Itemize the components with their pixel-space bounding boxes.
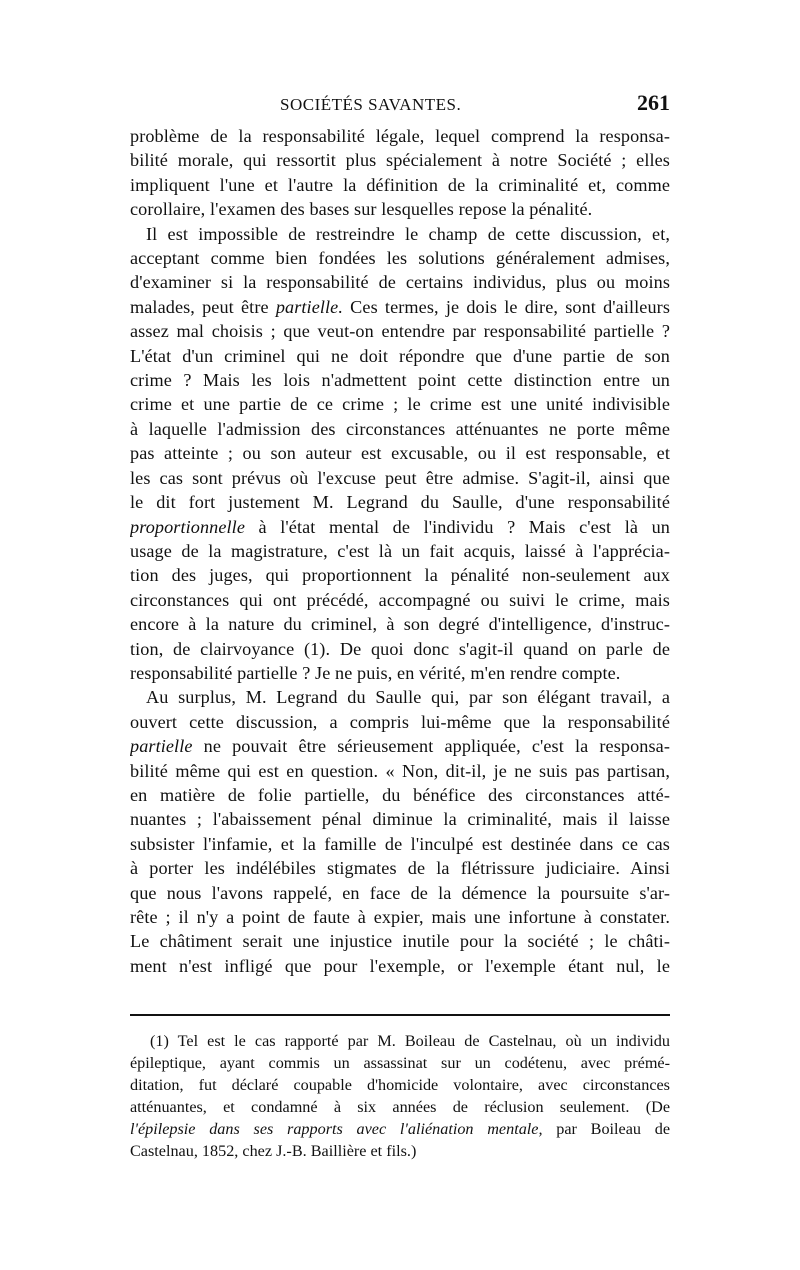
text-line: que nous l'avons rappelé, en face de la démence la poursuite s'ar-	[130, 882, 670, 903]
text-line: usage de la magistrature, c'est là un fait acquis, laissé à l'apprécia-	[130, 540, 670, 561]
text-line: à laquelle l'admission des circonstances atténuantes ne porte même	[130, 418, 670, 439]
text-line: Au surplus, M. Legrand du Saulle qui, par son élégant travail, a	[146, 687, 670, 708]
text-line: bilité même qui est en question. « Non, dit-il, je ne suis pas partisan,	[130, 760, 670, 781]
italic-term: partielle	[130, 736, 193, 757]
text-line: corollaire, l'examen des bases sur lesquelles repose la pénalité.	[130, 199, 593, 220]
footnote-line: (1) Tel est le cas rapporté par M. Boileau de Castelnau, où un individu	[150, 1032, 670, 1051]
footnote-line: atténuantes, et condamné à six années de réclusion seulement. (De	[130, 1098, 670, 1117]
text-run: à l'état mental de l'individu ? Mais c'est là un	[245, 516, 670, 537]
text-run: ne pouvait être sérieusement appliquée, c'est la responsa-	[192, 736, 670, 757]
text-line: d'examiner si la responsabilité de certains individus, plus ou moins	[130, 272, 670, 293]
footnote-line: épileptique, ayant commis un assassinat sur un codétenu, avec prémé-	[130, 1054, 670, 1073]
text-line: responsabilité partielle ? Je ne puis, en vérité, m'en rendre compte.	[130, 662, 621, 683]
text-line: ment n'est infligé que pour l'exemple, or l'exemple étant nul, le	[130, 955, 670, 976]
italic-term: proportionnelle	[130, 516, 245, 537]
text-run: par Boileau de	[542, 1120, 670, 1139]
text-line: crime et une partie de ce crime ; le crime est une unité indivisible	[130, 394, 670, 415]
text-line: bilité morale, qui ressortit plus spécialement à notre Société ; elles	[130, 150, 670, 171]
book-page	[130, 90, 670, 1190]
page-number: 261	[637, 90, 670, 115]
text-line: impliquent l'une et l'autre la définition de la criminalité et, comme	[130, 174, 670, 195]
italic-citation: l'épilepsie dans ses rapports avec l'aliénation mentale,	[130, 1120, 543, 1139]
text-line: L'état d'un criminel qui ne doit répondre que d'une partie de son	[130, 345, 670, 366]
footnote-line	[130, 1118, 670, 1140]
text-line	[130, 515, 670, 539]
text-line: acceptant comme bien fondées les solutions généralement admises,	[130, 248, 670, 269]
text-run: malades, peut être	[130, 296, 276, 317]
text-line: tion, de clairvoyance (1). De quoi donc s'agit-il quand on parle de	[130, 638, 670, 659]
main-text	[130, 124, 670, 978]
running-title: SOCIÉTÉS SAVANTES.	[280, 95, 462, 114]
text-line	[130, 295, 670, 319]
text-line: subsister l'infamie, et la famille de l'inculpé est destinée dans ce cas	[130, 833, 670, 854]
text-line: Il est impossible de restreindre le champ de cette discussion, et,	[146, 223, 670, 244]
text-line	[130, 734, 670, 758]
text-line: les cas sont prévus où l'excuse peut être admise. S'agit-il, ainsi que	[130, 467, 670, 488]
text-line: pas atteinte ; ou son auteur est excusable, ou il est responsable, et	[130, 443, 670, 464]
italic-term: partielle.	[275, 296, 343, 317]
text-line: le dit fort justement M. Legrand du Saulle, d'une responsabilité	[130, 492, 670, 513]
text-line: ouvert cette discussion, a compris lui-même que la responsabilité	[130, 711, 670, 732]
text-line: encore à la nature du criminel, à son degré d'intelligence, d'instruc-	[130, 614, 670, 635]
text-line: à porter les indélébiles stigmates de la flétrissure judiciaire. Ainsi	[130, 858, 670, 879]
footnote	[130, 1030, 670, 1162]
running-head	[130, 90, 670, 116]
text-line: circonstances qui ont précédé, accompagné ou suivi le crime, mais	[130, 589, 670, 610]
text-line: tion des juges, qui proportionnent la pénalité non-seulement aux	[130, 565, 670, 586]
text-line: Le châtiment serait une injustice inutile pour la société ; le châti-	[130, 931, 670, 952]
text-line: crime ? Mais les lois n'admettent point cette distinction entre un	[130, 370, 670, 391]
footnote-line: Castelnau, 1852, chez J.-B. Baillière et fils.)	[130, 1142, 417, 1161]
footnote-line: ditation, fut déclaré coupable d'homicide volontaire, avec circonstances	[130, 1076, 670, 1095]
text-run: Ces termes, je dois le dire, sont d'ailleurs	[343, 296, 670, 317]
text-line: nuantes ; l'abaissement pénal diminue la criminalité, mais il laisse	[130, 809, 670, 830]
footnote-divider	[130, 1014, 670, 1016]
text-line: problème de la responsabilité légale, lequel comprend la responsa-	[130, 126, 670, 146]
text-line: assez mal choisis ; que veut-on entendre par responsabilité partielle ?	[130, 321, 670, 342]
text-line: en matière de folie partielle, du bénéfice des circonstances atté-	[130, 784, 670, 805]
text-line: rête ; il n'y a point de faute à expier, mais une infortune à constater.	[130, 907, 670, 927]
